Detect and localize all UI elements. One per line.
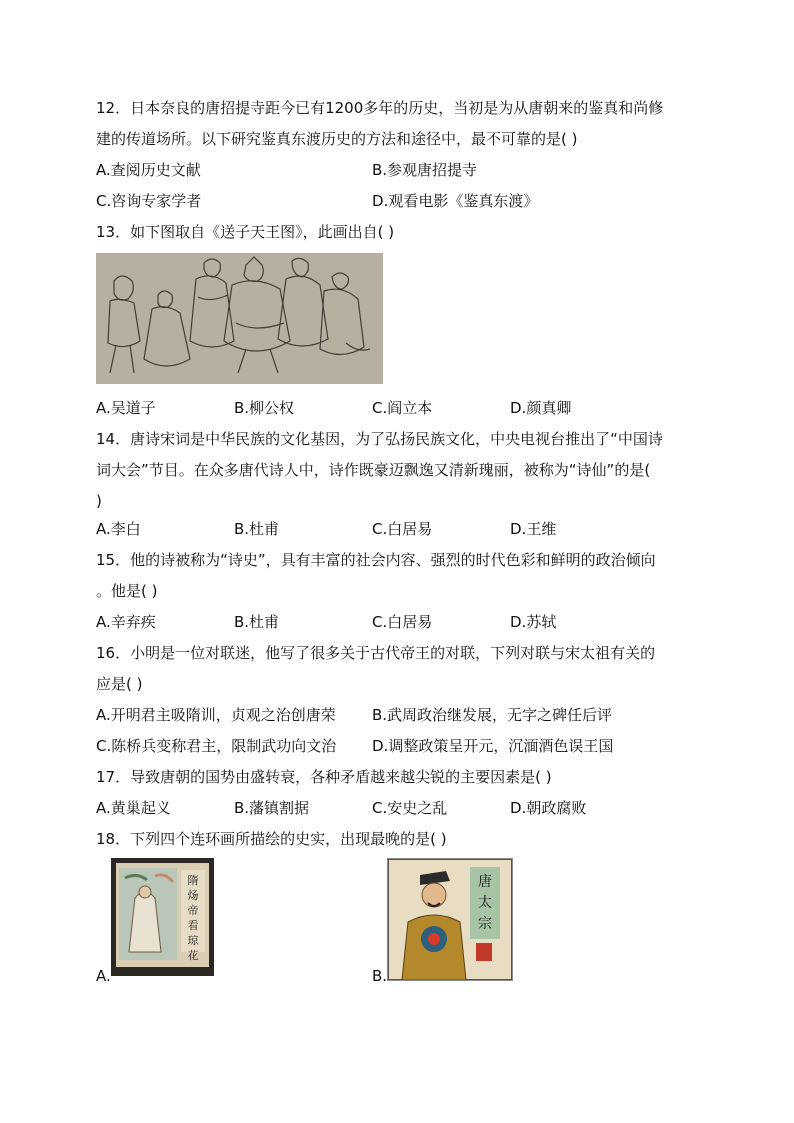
book-b-title-char: 宗 <box>478 916 492 932</box>
q14-line-3: ) <box>96 492 102 510</box>
q15-option-b: B.杜甫 <box>234 613 280 631</box>
q12-line-2: 建的传道场所。以下研究鉴真东渡历史的方法和途径中，最不可靠的是( ) <box>96 130 578 148</box>
q12-option-c: C.咨询专家学者 <box>96 192 202 210</box>
q16-option-a: A.开明君主吸隋训，贞观之治创唐荣 <box>96 706 336 724</box>
book-b-title-char: 唐 <box>478 874 492 890</box>
q12-option-b: B.参观唐招提寺 <box>372 161 478 179</box>
q17-option-d: D.朝政腐败 <box>510 799 587 817</box>
q14-option-c: C.白居易 <box>372 520 433 538</box>
q14-option-b: B.杜甫 <box>234 520 280 538</box>
q15-option-d: D.苏轼 <box>510 613 557 631</box>
q15-line-1: 15．他的诗被称为“诗史”，具有丰富的社会内容、强烈的时代色彩和鲜明的政治倾向 <box>96 551 656 569</box>
book-a-title-char: 帝 <box>187 904 199 917</box>
q18-option-b: B. <box>372 967 388 985</box>
q12-line-1: 12．日本奈良的唐招提寺距今已有1200多年的历史，当初是为从唐朝来的鉴真和尚修 <box>96 99 664 117</box>
q16-option-b: B.武周政治继发展，无字之碑任后评 <box>372 706 613 724</box>
book-a-title-char: 琼 <box>187 934 199 947</box>
q16-option-d: D.调整政策呈开元，沉湎酒色误王国 <box>372 737 614 755</box>
q16-option-c: C.陈桥兵变称君主，限制武功向文治 <box>96 737 337 755</box>
q16-line-1: 16．小明是一位对联迷，他写了很多关于古代帝王的对联，下列对联与宋太祖有关的 <box>96 644 656 662</box>
book-a-title-char: 看 <box>187 919 199 932</box>
painting-image <box>96 253 383 384</box>
q17-option-a: A.黄巢起义 <box>96 799 171 817</box>
q14-option-d: D.王维 <box>510 520 557 538</box>
q18-option-a: A. <box>96 967 111 985</box>
q17-line-1: 17．导致唐朝的国势由盛转衰，各种矛盾越来越尖锐的主要因素是( ) <box>96 768 552 786</box>
q13-option-a: A.吴道子 <box>96 399 156 417</box>
q14-line-2: 词大会”节目。在众多唐代诗人中，诗作既豪迈飘逸又清新瑰丽，被称为“诗仙”的是( <box>96 461 651 479</box>
book-b-title-char: 太 <box>478 895 492 911</box>
book-a-title-char: 炀 <box>187 889 199 902</box>
q17-option-c: C.安史之乱 <box>372 799 448 817</box>
q12-option-d: D.观看电影《鉴真东渡》 <box>372 192 539 210</box>
book-a-title-char: 花 <box>187 949 199 962</box>
book-a-title-char: 隋 <box>187 874 199 887</box>
q13-option-d: D.颜真卿 <box>510 399 572 417</box>
comic-book-b-image <box>387 858 513 981</box>
q13-option-b: B.柳公权 <box>234 399 295 417</box>
q15-option-c: C.白居易 <box>372 613 433 631</box>
q13-option-c: C.阎立本 <box>372 399 433 417</box>
q14-option-a: A.李白 <box>96 520 141 538</box>
q17-option-b: B.藩镇割据 <box>234 799 310 817</box>
q12-option-a: A.查阅历史文献 <box>96 161 201 179</box>
q15-option-a: A.辛弃疾 <box>96 613 156 631</box>
q16-line-2: 应是( ) <box>96 675 143 693</box>
q18-line-1: 18．下列四个连环画所描绘的史实，出现最晚的是( ) <box>96 830 447 848</box>
q14-line-1: 14．唐诗宋词是中华民族的文化基因，为了弘扬民族文化，中央电视台推出了“中国诗 <box>96 430 663 448</box>
q13-line-1: 13．如下图取自《送子天王图》，此画出自( ) <box>96 223 395 241</box>
comic-book-a-image <box>111 858 214 976</box>
q15-line-2: 。他是( ) <box>96 582 158 600</box>
